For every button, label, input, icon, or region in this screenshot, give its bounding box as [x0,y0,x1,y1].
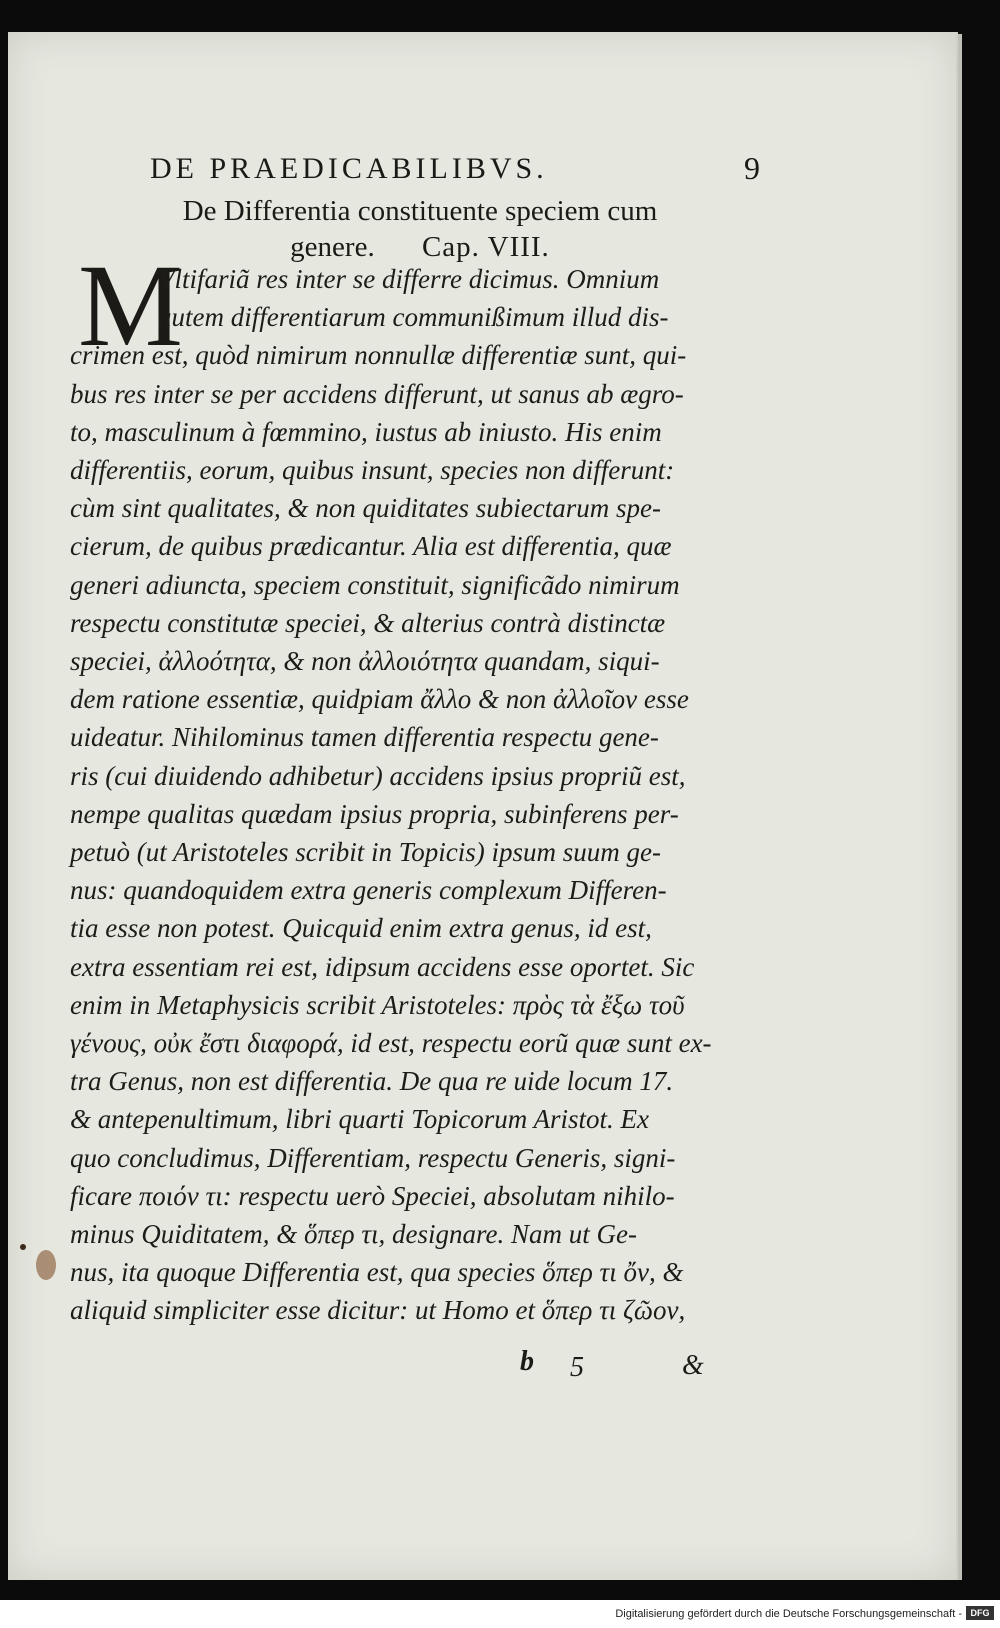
text-line: nempe qualitas quædam ipsius propria, subinferens per- [70,798,679,829]
text-line: to, masculinum à fœmmino, iustus ab iniusto. His enim [70,416,662,447]
text-line: autem differentiarum communißimum illud dis- [158,302,669,333]
catchword: & [682,1350,704,1381]
text-line: speciei, ἀλλοότητα, & non ἀλλοιότητα quandam, siqui- [70,646,660,676]
text-line: enim in Metaphysicis scribit Aristoteles: πρὸς τὰ ἔξω τοῦ [70,989,685,1020]
signature-mark: b [520,1346,534,1377]
chapter-title-line-2-text: genere. [290,231,375,263]
credit-text: Digitalisierung gefördert durch die Deutsche Forschungsgemeinschaft - [615,1608,962,1620]
text-line: uideatur. Nihilominus tamen differentia respectu gene- [70,722,659,753]
text-line: tra Genus, non est differentia. De qua re uide locum 17. [70,1066,674,1097]
text-line: differentiis, eorum, quibus insunt, species non differunt: [70,455,675,485]
chapter-title-line-1: De Differentia constituente speciem cum [182,195,658,227]
text-line: generi adiuncta, speciem constituit, significãdo nimirum [70,569,680,600]
text-line: aliquid simpliciter esse dicitur: ut Homo et ὅπερ τι ζῶον, [70,1295,686,1326]
ink-spot [20,1244,26,1250]
chapter-label: Cap. VIII. [421,231,550,263]
text-line: respectu constitutæ speciei, & alterius contrà distinctæ [70,607,666,638]
text-line: dem ratione essentiæ, quidpiam ἄλλο & non ἀλλοῖον esse [70,684,689,715]
text-line: petuò (ut Aristoteles scribit in Topicis) ipsum suum ge- [70,837,661,867]
text-line: ris (cui diuidendo adhibetur) accidens ipsius propriũ est, [70,760,686,791]
text-line: extra essentiam rei est, idipsum accidens esse oportet. Sic [70,951,695,982]
text-line: minus Quiditatem, & ὅπερ τι, designare. Nam ut Ge- [70,1219,637,1249]
running-title: DE PRAEDICABILIBVS. [150,152,548,185]
page-footer [510,1346,770,1386]
page-header [150,152,760,192]
chapter-title-line-2 [110,229,730,265]
text-line: cùm sint qualitates, & non quiditates subiectarum spe- [70,493,661,524]
drop-cap-initial: M [78,240,183,371]
chapter-heading [110,193,730,265]
text-line: quo concludimus, Differentiam, respectu Generis, signi- [70,1142,676,1173]
text-line: cierum, de quibus prædicantur. Alia est differentia, quæ [70,531,672,562]
credit-bar [0,1600,1000,1628]
text-line: γένους, οὐκ ἔστι διαφορά, id est, respectu eorũ quæ sunt ex- [70,1028,712,1058]
paper-stain [36,1250,56,1280]
text-line: Vltifariã res inter se differre dicimus. Omnium [158,264,660,294]
text-line: tia esse non potest. Quicquid enim extra genus, id est, [70,913,652,944]
dfg-logo: DFG [966,1606,994,1620]
signature-number: 5 [570,1352,584,1383]
text-line: nus, ita quoque Differentia est, qua species ὅπερ τι ὄν, & [70,1257,684,1288]
text-line: crimen est, quòd nimirum nonnullæ differentiæ sunt, qui- [70,340,687,371]
text-line: ficare ποιόν τι: respectu uerò Speciei, absolutam nihilo- [70,1180,675,1211]
text-line: & antepenultimum, libri quarti Topicorum Aristot. Ex [70,1104,650,1135]
text-line: bus res inter se per accidens differunt, ut sanus ab ægro- [70,378,684,409]
text-line: nus: quandoquidem extra generis complexum Differen- [70,875,667,906]
page-number: 9 [744,150,760,186]
